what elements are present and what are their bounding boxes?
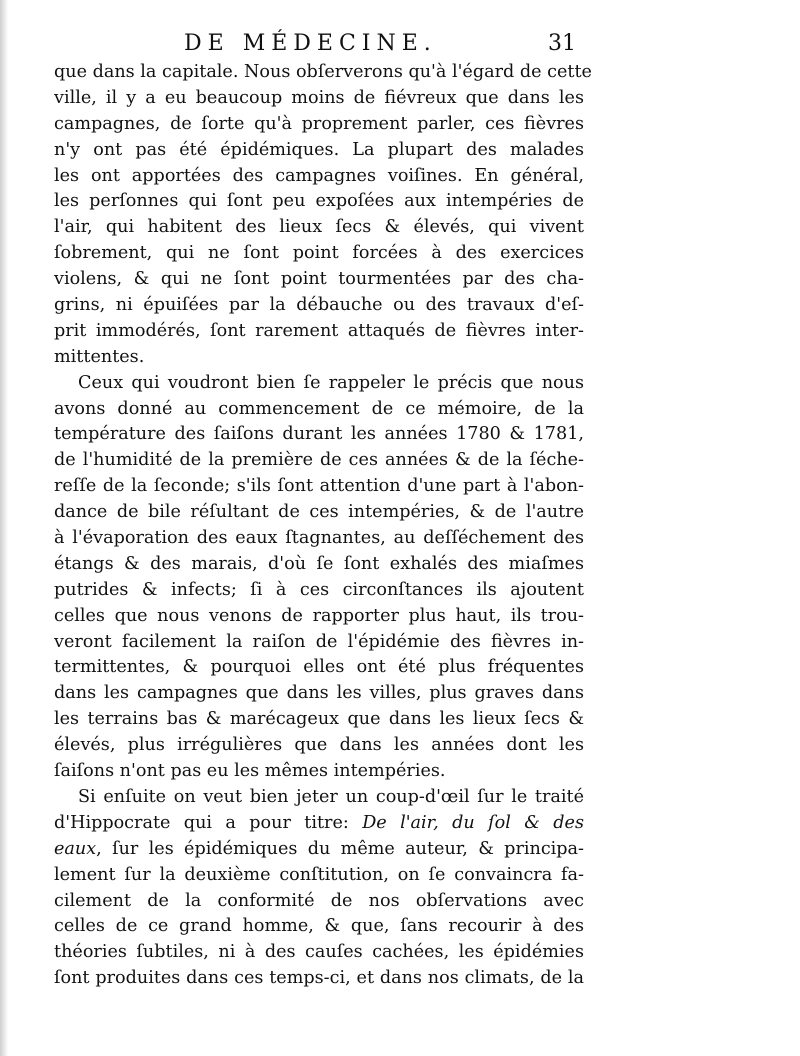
text-line: celles que nous venons de rapporter plus haut, ils trou- — [54, 605, 584, 626]
text-line: putrides & infects; ſi à ces circonſtances ils ajoutent — [54, 579, 584, 600]
text-line: ville, il y a eu beaucoup moins de fiévreux que dans les — [54, 87, 584, 108]
text-line: élevés, plus irrégulières que dans les années dont les — [54, 735, 584, 756]
text-line: ſont produites dans ces temps-ci, et dans nos climats, de la — [54, 968, 584, 989]
text-line: les ont apportées des campagnes voiſines. En général, — [54, 165, 584, 186]
italic-title-fragment: eaux — [54, 838, 97, 859]
page-gutter-shadow — [0, 0, 8, 1056]
text-line: prit immodérés, ſont rarement attaqués de fièvres inter- — [54, 320, 584, 341]
text-fragment: , ſur les épidémiques du même auteur, & principa- — [96, 838, 584, 859]
text-line: reſſe de la ſeconde; s'ils ſont attention d'une part à l'abon- — [54, 476, 584, 497]
text-line: termittentes, & pourquoi elles ont été plus fréquentes — [54, 657, 584, 678]
text-line: étangs & des marais, d'où ſe ſont exhalés des miaſmes — [54, 553, 584, 574]
paragraph-end-line: ſaiſons n'ont pas eu les mêmes intempéries. — [54, 761, 446, 782]
text-line: de l'humidité de la première de ces années & de la ſéche- — [54, 450, 584, 471]
text-line: avons donné au commencement de ce mémoire, de la — [54, 398, 584, 419]
text-line: dance de bile réſultant de ces intempéries, & de l'autre — [54, 502, 584, 523]
text-line: dans les campagnes que dans les villes, plus graves dans — [54, 683, 584, 704]
italic-title-fragment: De l'air, du ſol & des — [362, 812, 584, 833]
text-line-with-title — [54, 837, 584, 863]
text-line-with-title — [54, 811, 584, 837]
text-line: n'y ont pas été épidémiques. La plupart des malades — [54, 139, 584, 160]
text-line: ſobrement, qui ne ſont point forcées à des exercices — [54, 243, 584, 264]
text-line: campagnes, de ſorte qu'à proprement parler, ces fièvres — [54, 113, 584, 134]
body-text — [54, 60, 592, 992]
text-line: grins, ni épuiſées par la débauche ou des travaux d'eſ- — [54, 295, 584, 316]
text-line: lement ſur la deuxième conſtitution, on ſe convaincra fa- — [54, 864, 584, 885]
text-line: à l'évaporation des eaux ſtagnantes, au deſſéchement des — [54, 528, 584, 549]
paragraph-start-line: Ceux qui voudront bien ſe rappeler le précis que nous — [78, 372, 584, 393]
text-line: les perſonnes qui ſont peu expoſées aux intempéries de — [54, 191, 584, 212]
text-line: l'air, qui habitent des lieux ſecs & élevés, qui vivent — [54, 217, 584, 238]
text-line: théories ſubtiles, ni à des cauſes cachées, les épidémies — [54, 942, 584, 963]
text-line: violens, & qui ne ſont point tourmentées par des cha- — [54, 269, 584, 290]
text-line: les terrains bas & marécageux que dans les lieux ſecs & — [54, 709, 584, 730]
text-fragment: d'Hippocrate qui a pour titre: — [54, 812, 363, 833]
page-number: 31 — [548, 31, 576, 56]
paragraph-start-line: Si enſuite on veut bien jeter un coup-d'œil ſur le traité — [78, 786, 584, 807]
text-line: température des ſaiſons durant les années 1780 & 1781, — [54, 424, 584, 445]
text-line: celles de ce grand homme, & que, ſans recourir à des — [54, 916, 584, 937]
text-line: veront facilement la raiſon de l'épidémie des fièvres in- — [54, 631, 584, 652]
text-line: cilement de la conformité de nos obſervations avec — [54, 890, 584, 911]
running-head-title: DE MÉDECINE. — [184, 31, 437, 56]
text-line: que dans la capitale. Nous obſerverons qu'à l'égard de cette — [54, 62, 592, 82]
paragraph-end-line: mittentes. — [54, 346, 145, 367]
